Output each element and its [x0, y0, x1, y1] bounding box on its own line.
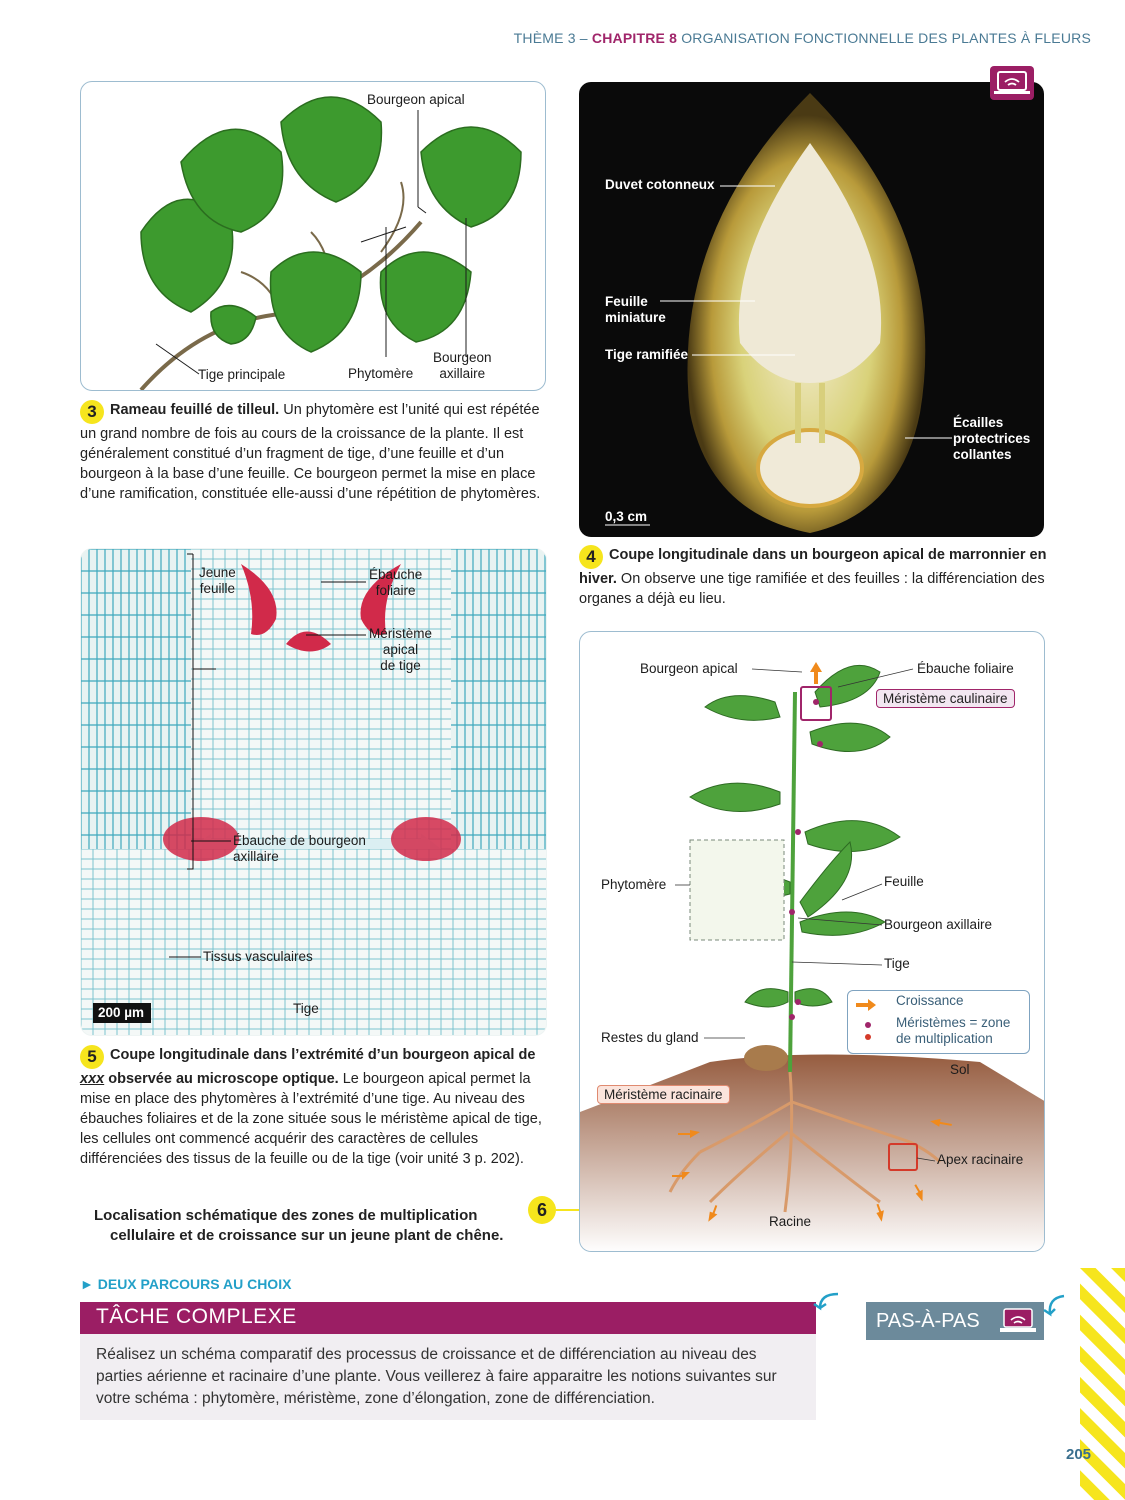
label-jeune-feuille [199, 565, 236, 597]
growth-arrow-icon [856, 999, 876, 1011]
pas-a-pas-label: PAS-À-PAS [876, 1310, 980, 1332]
label-ecailles-line1: Écailles [953, 415, 1004, 430]
legend-icons [852, 993, 882, 1053]
pas-a-pas-button[interactable] [866, 1302, 1044, 1340]
label-ecailles-line2: protectrices [953, 431, 1031, 446]
label-meristeme-apical-line3: de tige [380, 658, 421, 673]
connector-line [556, 1209, 580, 1211]
digital-resource-icon[interactable] [990, 66, 1034, 100]
legend-meristemes-line2: de multiplication [896, 1031, 993, 1046]
label-meristeme-apical-line2: apical [382, 642, 419, 657]
doc3-figure [80, 81, 546, 391]
label-tissus-vasculaires: Tissus vasculaires [203, 949, 313, 964]
diagram-legend [847, 990, 1030, 1054]
doc5-caption-title: Coupe longitudinale dans l’extrémité d’un bourgeon apical de [110, 1047, 536, 1063]
label-ebauche-foliaire [369, 567, 422, 599]
label-ebauche-bourgeon-line1: Ébauche de bourgeon [233, 833, 366, 848]
label-tige: Tige [293, 1001, 319, 1016]
label-jeune-feuille-line1: Jeune [199, 565, 236, 580]
scale-bar-label: 0,3 cm [605, 509, 648, 524]
linden-branch-illustration [81, 82, 546, 391]
label-bourgeon-apical: Bourgeon apical [640, 661, 738, 676]
label-bourgeon-axillaire-line2: axillaire [439, 366, 486, 381]
label-meristeme-caulinaire: Méristème caulinaire [876, 689, 1015, 708]
chapter-header [514, 30, 1091, 46]
label-meristeme-apical-line1: Méristème [369, 626, 433, 641]
label-ebauche-bourgeon [233, 833, 366, 865]
label-ebauche-foliaire-line2: foliaire [375, 583, 416, 598]
doc5-figure [80, 548, 547, 1036]
doc5-caption [80, 1045, 550, 1169]
label-ecailles-line3: collantes [953, 447, 1012, 462]
doc3-caption [80, 400, 546, 504]
legend-meristemes [896, 1015, 1010, 1047]
label-ebauche-bourgeon-line2: axillaire [233, 849, 279, 864]
label-feuille-miniature [605, 294, 666, 326]
page-number: 205 [1066, 1446, 1092, 1463]
label-bourgeon-axillaire [433, 350, 492, 382]
doc4-caption [579, 545, 1049, 609]
label-ecailles [953, 415, 1030, 463]
doc3-caption-title: Rameau feuillé de tilleul. [110, 402, 280, 418]
parcours-heading: ► DEUX PARCOURS AU CHOIX [80, 1276, 292, 1292]
curved-arrow-icon [810, 1290, 846, 1320]
doc4-number-badge: 4 [579, 545, 603, 569]
doc3-caption-text: Un phytomère est l’unité qui est répétée un grand nombre de fois au cours de la croissance de la plante. Il est généralement constitué d’un fragment de tige, d’une feuille et d’un bourgeon à la base d’une feuille. Ce bourgeon permet la mise en place d’une ramification, constituée elle-aussi d’une répétition de phytomères. [80, 402, 541, 502]
label-duvet: Duvet cotonneux [605, 177, 715, 192]
label-feuille: Feuille [884, 874, 924, 889]
decorative-stripes [1080, 1268, 1125, 1500]
label-feuille-miniature-line2: miniature [605, 310, 666, 325]
label-jeune-feuille-line2: feuille [199, 581, 236, 596]
theme-label: THÈME 3 – [513, 30, 588, 46]
doc5-caption-species: xxx [80, 1071, 105, 1087]
label-bourgeon-axillaire-line1: Bourgeon [433, 350, 492, 365]
meristem-dot-icon [865, 1022, 871, 1028]
doc4-caption-title: Coupe longitudinale dans un bourgeon apical de marronnier en hiver. [579, 547, 1047, 587]
label-meristeme-apical [369, 626, 432, 674]
chapter-title: ORGANISATION FONCTIONNELLE DES PLANTES À FLEURS [681, 30, 1091, 46]
label-tige-principale: Tige principale [198, 367, 286, 382]
label-bourgeon-axillaire: Bourgeon axillaire [884, 917, 993, 932]
chapter-label: CHAPITRE 8 [591, 30, 678, 46]
label-phytomere: Phytomère [348, 366, 414, 381]
label-ebauche-foliaire-line1: Ébauche [369, 567, 423, 582]
label-meristeme-racinaire: Méristème racinaire [597, 1085, 730, 1104]
meristem-dot-icon [865, 1034, 871, 1040]
label-restes-gland: Restes du gland [601, 1030, 699, 1045]
label-phytomere: Phytomère [601, 877, 667, 892]
doc5-caption-text: Le bourgeon apical permet la mise en place des phytomères à l’extrémité d’une tige. Au niveau des ébauches foliaires et de la zone située sous le méristème apical de tige, les cellules ont commencé acquérir des caractères de cellules différenciées des tissus de la feuille ou de la tige (voir unité 3 p. 202). [80, 1071, 542, 1167]
tache-complexe-text: Réalisez un schéma comparatif des processus de croissance et de différenciation au niveau des parties aérienne et racinaire d’une plante. Vous veillerez à faire apparaitre les notions suivantes sur votre schéma : phytomère, méristème, zone d’élongation, zone de différenciation. [80, 1334, 816, 1420]
doc6-caption-line1: Localisation schématique des zones de multiplication [94, 1207, 478, 1224]
doc5-number-badge: 5 [80, 1045, 104, 1069]
doc6-figure [579, 631, 1045, 1252]
label-ebauche-foliaire: Ébauche foliaire [917, 661, 1014, 676]
label-feuille-miniature-line1: Feuille [605, 294, 648, 309]
tache-complexe-title: TÂCHE COMPLEXE [80, 1302, 816, 1334]
wifi-laptop-icon [990, 66, 1034, 100]
label-racine: Racine [769, 1214, 812, 1229]
doc4-caption-text: On observe une tige ramifiée et des feuilles : la différenciation des organes a déjà eu lieu. [579, 571, 1045, 607]
doc3-number-badge: 3 [80, 400, 104, 424]
label-tige: Tige [884, 956, 910, 971]
scale-bar-label: 200 µm [98, 1005, 145, 1020]
doc6-caption-line2: cellulaire et de croissance sur un jeune plant de chêne. [110, 1227, 504, 1244]
label-apex-racinaire: Apex racinaire [937, 1152, 1024, 1167]
legend-meristemes-line1: Méristèmes = zone [896, 1015, 1011, 1030]
legend-croissance: Croissance [896, 993, 964, 1008]
doc6-number-badge: 6 [528, 1196, 556, 1224]
label-tige-ramifiee: Tige ramifiée [605, 347, 689, 362]
doc5-caption-title-end: observée au microscope optique. [104, 1071, 339, 1087]
microscope-section-image [81, 549, 547, 1036]
wifi-laptop-icon [1000, 1308, 1036, 1334]
doc4-figure [579, 82, 1044, 537]
doc6-caption [94, 1206, 534, 1246]
label-sol: Sol [950, 1062, 970, 1077]
label-bourgeon-apical: Bourgeon apical [367, 92, 465, 107]
curved-arrow-icon [1042, 1292, 1072, 1326]
